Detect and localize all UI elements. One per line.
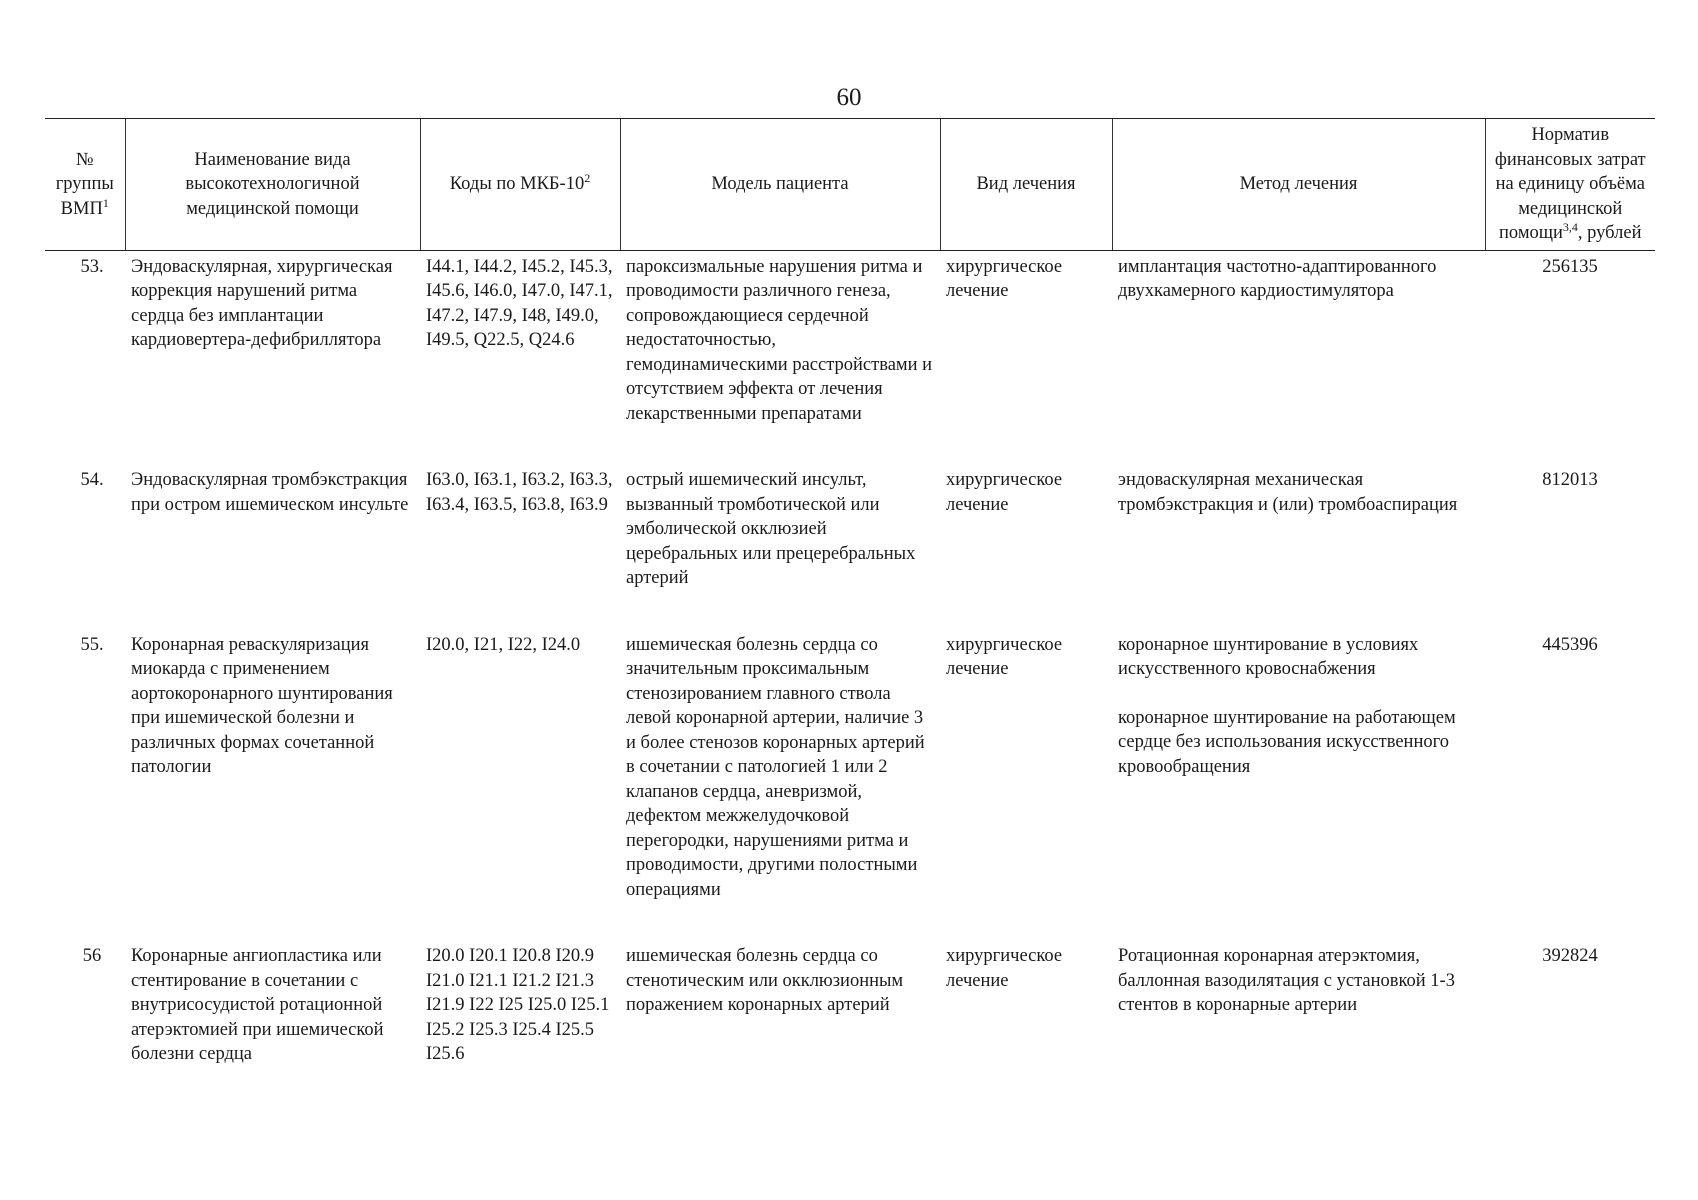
table-row [45, 629, 1655, 903]
row-treatment-method [1112, 250, 1485, 426]
row-treatment-method [1112, 464, 1485, 591]
row-care-type-name: Эндоваскулярная, хирургическая коррекция нарушений ритма сердца без имплантации кардиовертера-дефибриллятора [131, 256, 393, 350]
table-header-row [45, 119, 1655, 251]
header-group-number: № группы ВМП$^1$ [45, 119, 125, 251]
row-care-type-name: Коронарная реваскуляризация миокарда с применением аортокоронарного шунтирования при ишемической болезни и различных формах сочетанной патологии [131, 634, 393, 777]
row-treatment-type: хирургическое лечение [946, 946, 1063, 991]
row-icd-codes: I20.0, I21, I22, I24.0 [426, 634, 581, 655]
vmp-table [45, 118, 1655, 1067]
row-treatment-method [1112, 940, 1485, 1067]
row-patient-model: ишемическая болезнь сердца со стенотическим или окклюзионным поражением коронарных артерий [626, 946, 904, 1015]
row-treatment-type: хирургическое лечение [946, 634, 1063, 679]
row-icd-codes: I20.0 I20.1 I20.8 I20.9 I21.0 I21.1 I21.2 I21.3 I21.9 I22 I25 I25.0 I25.1 I25.2 I25.3 I25.4 I25.5 I25.6 [426, 946, 610, 1064]
method-item: эндоваскулярная механическая тромбэкстракция и (или) тромбоаспирация [1118, 470, 1458, 515]
row-group-number: 55. [80, 634, 104, 655]
page-number: 60 [836, 84, 862, 111]
row-icd-codes: I44.1, I44.2, I45.2, I45.3, I45.6, I46.0, I47.0, I47.1, I47.2, I47.9, I48, I49.0, I49.5, Q22.5, Q24.6 [426, 256, 613, 350]
row-group-number: 54. [80, 470, 104, 490]
method-item: Ротационная коронарная атерэктомия, баллонная вазодилятация с установкой 1-3 стентов в коронарные артерии [1118, 946, 1455, 1015]
row-patient-model: острый ишемический инсульт, вызванный тромботической или эмболической окклюзией церебральных или прецеребральных артерий [626, 470, 916, 588]
row-care-type-name: Коронарные ангиопластика или стентирование в сочетании с внутрисосудистой ротационной атерэктомией при ишемической болезни сердца [131, 946, 384, 1064]
row-patient-model: пароксизмальные нарушения ритма и проводимости различного генеза, сопровождающиеся сердечной недостаточностью, гемодинамическими расстройствами и отсутствием эффекта от лечения лекарственными препаратами [626, 256, 933, 424]
method-item: имплантация частотно-адаптированного двухкамерного кардиостимулятора [1118, 256, 1437, 301]
method-item: коронарное шунтирование в условиях искусственного кровоснабжения [1118, 634, 1419, 679]
row-cost: 812013 [1542, 470, 1598, 490]
table-row [45, 464, 1655, 591]
header-care-type-name: Наименование вида высокотехнологичной медицинской помощи [125, 119, 420, 251]
header-treatment-type: Вид лечения [940, 119, 1112, 251]
row-cost: 256135 [1542, 256, 1598, 277]
row-group-number: 53. [80, 256, 104, 277]
row-patient-model: ишемическая болезнь сердца со значительным проксимальным стенозированием главного ствола левой коронарной артерии, наличие 3 и более стенозов коронарных артерий в сочетании с патологией 1 или 2 клапанов сердца, аневризмой, дефектом межжелудочковой перегородки, нарушениями ритма и проводимости, другими полостными операциями [626, 634, 925, 900]
header-patient-model: Модель пациента [620, 119, 940, 251]
row-treatment-type: хирургическое лечение [946, 256, 1063, 301]
row-treatment-type: хирургическое лечение [946, 470, 1063, 515]
row-group-number: 56 [82, 946, 102, 966]
table-row [45, 250, 1655, 426]
row-icd-codes: I63.0, I63.1, I63.2, I63.3, I63.4, I63.5, I63.8, I63.9 [426, 470, 613, 515]
header-cost-standard: Норматив финансовых затрат на единицу объёма медицинской помощи$^{3,4}$, рублей [1485, 119, 1655, 251]
row-treatment-method [1112, 629, 1485, 903]
table-row [45, 940, 1655, 1067]
header-icd-codes: Коды по МКБ-$10^2$ [420, 119, 620, 251]
row-cost: 392824 [1542, 946, 1598, 966]
header-treatment-method: Метод лечения [1112, 119, 1485, 251]
method-item: коронарное шунтирование на работающем сердце без использования искусственного кровообращения [1118, 707, 1456, 777]
row-cost: 445396 [1542, 634, 1598, 655]
row-care-type-name: Эндоваскулярная тромбэкстракция при остром ишемическом инсульте [131, 470, 409, 515]
